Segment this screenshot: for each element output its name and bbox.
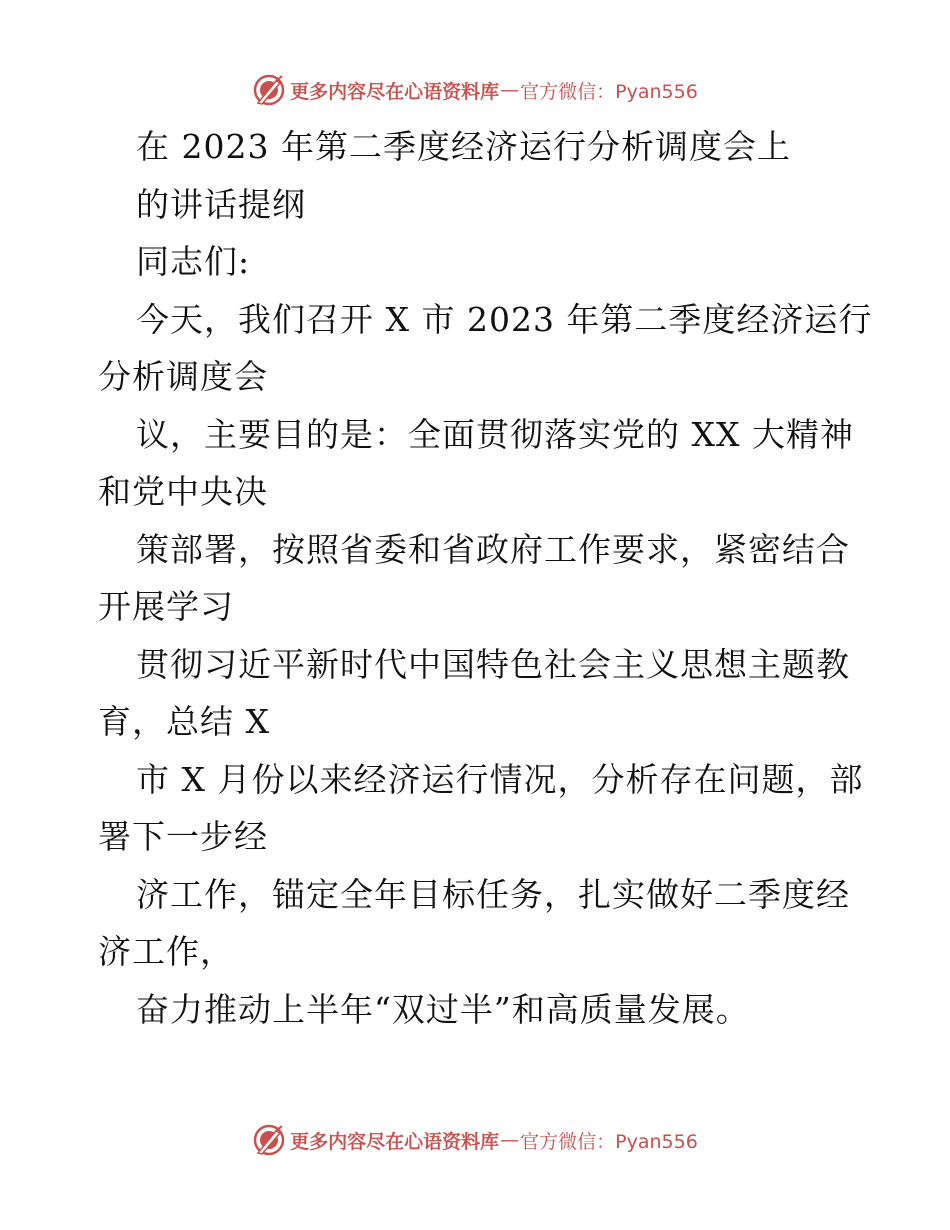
watermark-main-text: 更多内容尽在心语资料库 bbox=[290, 1130, 500, 1153]
watermark-dash: — bbox=[500, 79, 520, 101]
header-watermark bbox=[0, 72, 950, 108]
body-line: 在 2023 年第二季度经济运行分析调度会上 bbox=[136, 127, 791, 166]
watermark-main-text: 更多内容尽在心语资料库 bbox=[290, 80, 500, 103]
body-line: 济工作， bbox=[98, 932, 234, 971]
body-line: 分析调度会 bbox=[98, 357, 268, 396]
body-line: 策部署，按照省委和省政府工作要求，紧密结合 bbox=[136, 529, 850, 569]
body-line: 贯彻习近平新时代中国特色社会主义思想主题教 bbox=[136, 644, 850, 684]
body-line: 同志们: bbox=[136, 242, 251, 281]
body-line: 和党中央决 bbox=[98, 472, 268, 511]
body-line: 的讲话提纲 bbox=[136, 184, 306, 224]
watermark-dash: — bbox=[500, 1129, 520, 1151]
body-line: 济工作，锚定全年目标任务，扎实做好二季度经 bbox=[136, 874, 850, 914]
footer-watermark bbox=[0, 1122, 950, 1158]
watermark-wechat-text: 官方微信：Pyan556 bbox=[520, 1130, 698, 1153]
quill-logo-icon bbox=[252, 73, 286, 107]
body-line: 奋力推动上半年“双过半”和高质量发展。 bbox=[136, 989, 750, 1029]
body-line: 开展学习 bbox=[98, 587, 234, 626]
watermark-wechat-text: 官方微信：Pyan556 bbox=[520, 80, 698, 103]
body-line: 育，总结 X bbox=[98, 702, 270, 741]
body-line: 署下一步经 bbox=[98, 817, 268, 856]
document-body bbox=[98, 118, 873, 1038]
quill-logo-icon bbox=[252, 1123, 286, 1157]
body-line: 市 X 月份以来经济运行情况，分析存在问题，部 bbox=[136, 759, 864, 799]
body-line: 议，主要目的是：全面贯彻落实党的 XX 大精神 bbox=[136, 414, 854, 454]
body-line: 今天，我们召开 X 市 2023 年第二季度经济运行 bbox=[136, 299, 873, 339]
